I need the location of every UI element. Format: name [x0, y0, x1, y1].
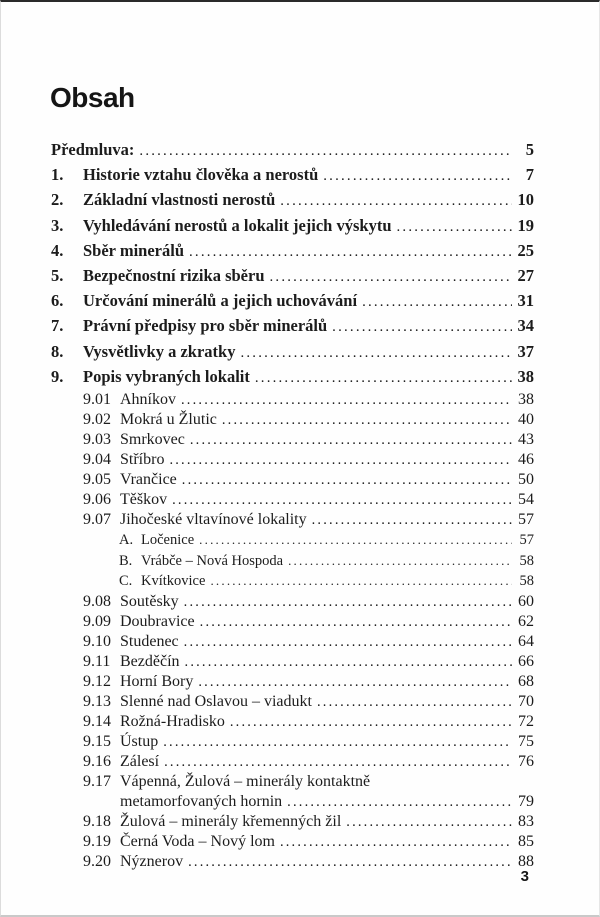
toc-row	[51, 390, 534, 410]
toc-entry-label: Právní předpisy pro sběr minerálů	[83, 316, 328, 336]
toc-entry-label: Vápenná, Žulová – minerály kontaktně	[120, 772, 371, 790]
toc-entry-page: 62	[518, 612, 534, 630]
toc-entry-label: Sběr minerálů	[83, 240, 184, 260]
toc-row	[51, 470, 534, 490]
toc-row	[51, 510, 534, 530]
dot-leader	[317, 692, 512, 712]
toc-entry-label: metamorfovaných hornin	[120, 792, 283, 810]
dot-leader	[184, 632, 512, 652]
dot-leader	[210, 571, 512, 591]
toc-entry-page: 57	[519, 532, 534, 549]
toc-row	[51, 551, 534, 572]
dot-leader	[397, 215, 512, 239]
toc-entry-label: Ústup	[120, 732, 159, 750]
toc-entry-page: 27	[517, 266, 534, 286]
toc-entry-page: 46	[518, 451, 534, 469]
toc-entry-number: 9.14	[83, 712, 111, 730]
toc-entry-page: 7	[525, 165, 534, 185]
toc-row	[51, 214, 534, 239]
toc-entry-page: 50	[518, 471, 534, 489]
toc-entry-page: 57	[518, 511, 534, 529]
toc-entry-label: Vrábče – Nová Hospoda	[141, 552, 284, 569]
table-of-contents	[51, 138, 534, 872]
dot-leader	[198, 672, 512, 692]
toc-entry-number: 4.	[51, 240, 64, 260]
toc-entry-label: Předmluva:	[51, 140, 135, 159]
toc-entry-label: Ločenice	[141, 532, 195, 549]
toc-entry-number: 9.02	[83, 411, 111, 429]
dot-leader	[332, 315, 512, 339]
toc-entry-page: 10	[517, 190, 534, 210]
toc-entry-label: Vrančice	[120, 471, 177, 489]
toc-entry-page: 37	[517, 341, 534, 361]
toc-entry-number: 9.05	[83, 471, 111, 489]
toc-entry-number: 5.	[51, 266, 64, 286]
toc-entry-page: 68	[518, 672, 534, 690]
toc-entry-label: Jihočeské vltavínové lokality	[120, 511, 307, 529]
toc-entry-number: 9.10	[83, 632, 111, 650]
toc-entry-page: 66	[518, 652, 534, 670]
toc-entry-number: 7.	[51, 316, 64, 336]
toc-row	[51, 450, 534, 470]
toc-entry-number: A.	[119, 532, 134, 549]
toc-entry-number: 9.16	[83, 752, 111, 770]
toc-entry-label: Kvítkovice	[141, 573, 206, 590]
dot-leader	[190, 430, 512, 450]
toc-row	[51, 812, 534, 832]
dot-leader	[323, 164, 512, 188]
dot-leader	[240, 341, 512, 365]
toc-entry-number: 9.	[51, 366, 64, 386]
toc-row	[51, 592, 534, 612]
toc-entry-label: Studenec	[120, 632, 179, 650]
toc-entry-number: 2.	[51, 190, 64, 210]
toc-entry-label: Těškov	[120, 491, 168, 509]
toc-entry-label: Mokrá u Žlutic	[120, 411, 217, 429]
dot-leader	[163, 732, 512, 752]
toc-entry-label: Ahníkov	[120, 391, 176, 409]
toc-entry-label: Rožná-Hradisko	[120, 712, 225, 730]
dot-leader	[288, 551, 512, 571]
toc-entry-label: Nýznerov	[120, 852, 184, 870]
toc-entry-label: Vysvětlivky a zkratky	[83, 341, 236, 361]
toc-entry-label: Slenné nad Oslavou – viadukt	[120, 692, 312, 710]
toc-row	[51, 692, 534, 712]
toc-entry-number: 9.17	[83, 772, 111, 790]
toc-entry-label: Smrkovec	[120, 431, 185, 449]
folio-page-number: 3	[520, 868, 529, 885]
dot-leader	[280, 832, 512, 852]
toc-entry-number: 9.18	[83, 812, 111, 830]
dot-leader	[280, 189, 512, 213]
toc-row	[51, 430, 534, 450]
toc-entry-number: 9.09	[83, 612, 111, 630]
dot-leader	[169, 450, 512, 470]
toc-entry-page: 25	[517, 240, 534, 260]
toc-entry-page: 40	[518, 411, 534, 429]
toc-row	[51, 314, 534, 339]
toc-entry-page: 64	[518, 632, 534, 650]
toc-entry-label: Základní vlastnosti nerostů	[83, 190, 276, 210]
toc-row	[51, 832, 534, 852]
toc-entry-label: Zálesí	[120, 752, 160, 770]
dot-leader	[255, 366, 512, 390]
dot-leader	[200, 612, 512, 632]
toc-row	[51, 652, 534, 672]
toc-entry-page: 38	[518, 391, 534, 409]
dot-leader	[164, 752, 512, 772]
dot-leader	[222, 410, 512, 430]
dot-leader	[182, 470, 512, 490]
toc-row	[51, 239, 534, 264]
dot-leader	[172, 490, 512, 510]
toc-entry-page: 58	[519, 552, 534, 569]
toc-entry-page: 79	[518, 792, 534, 810]
toc-entry-page: 38	[517, 366, 534, 386]
toc-row	[51, 340, 534, 365]
toc-row	[51, 712, 534, 732]
toc-entry-page: 54	[518, 491, 534, 509]
toc-entry-number: 9.19	[83, 832, 111, 850]
toc-entry-label: Bezpečnostní rizika sběru	[83, 266, 265, 286]
toc-entry-label: Popis vybraných lokalit	[83, 366, 250, 386]
toc-entry-label: Historie vztahu člověka a nerostů	[83, 165, 319, 185]
toc-row	[51, 672, 534, 692]
toc-entry-number: 1.	[51, 165, 64, 185]
toc-entry-page: 76	[518, 752, 534, 770]
dot-leader	[185, 652, 512, 672]
toc-entry-label: Určování minerálů a jejich uchovávání	[83, 291, 358, 311]
toc-row	[51, 188, 534, 213]
toc-entry-number: 9.11	[83, 652, 111, 670]
dot-leader	[230, 712, 512, 732]
toc-entry-page: 85	[518, 832, 534, 850]
dot-leader	[189, 240, 512, 264]
toc-entry-page: 72	[518, 712, 534, 730]
toc-row	[51, 264, 534, 289]
dot-leader	[139, 139, 512, 163]
toc-row	[51, 571, 534, 592]
toc-row	[51, 612, 534, 632]
toc-entry-number: 9.08	[83, 592, 111, 610]
dot-leader	[270, 265, 513, 289]
toc-entry-page: 19	[517, 215, 534, 235]
toc-entry-page: 75	[518, 732, 534, 750]
toc-entry-label: Doubravice	[120, 612, 195, 630]
toc-row	[51, 365, 534, 390]
toc-entry-label: Horní Bory	[120, 672, 194, 690]
toc-entry-label: Vyhledávání nerostů a lokalit jejich výskytu	[83, 215, 392, 235]
toc-row	[51, 772, 534, 792]
toc-entry-page: 70	[518, 692, 534, 710]
toc-entry-page: 43	[518, 431, 534, 449]
toc-entry-number: 9.06	[83, 491, 111, 509]
toc-row	[51, 852, 534, 872]
page-title: Obsah	[50, 82, 135, 113]
toc-entry-number: C.	[119, 573, 133, 590]
toc-entry-number: 9.03	[83, 431, 111, 449]
toc-row	[51, 632, 534, 652]
dot-leader	[312, 510, 512, 530]
toc-row	[51, 490, 534, 510]
toc-entry-number: B.	[119, 552, 133, 569]
toc-entry-number: 6.	[51, 291, 64, 311]
dot-leader	[346, 812, 512, 832]
dot-leader	[199, 530, 512, 550]
toc-entry-number: 8.	[51, 341, 64, 361]
dot-leader	[362, 290, 512, 314]
toc-row	[51, 530, 534, 551]
toc-entry-label: Soutěsky	[120, 592, 179, 610]
toc-entry-page: 34	[517, 316, 534, 336]
toc-entry-label: Bezděčín	[120, 652, 180, 670]
toc-entry-label: Stříbro	[120, 451, 165, 469]
toc-entry-number: 9.01	[83, 391, 111, 409]
dot-leader	[184, 592, 512, 612]
toc-entry-number: 9.12	[83, 672, 111, 690]
toc-entry-page: 88	[518, 852, 534, 870]
toc-row	[51, 289, 534, 314]
toc-entry-number: 9.13	[83, 692, 111, 710]
toc-entry-number: 3.	[51, 215, 64, 235]
toc-entry-page: 5	[525, 140, 534, 159]
toc-entry-page: 31	[517, 291, 534, 311]
toc-row	[51, 732, 534, 752]
toc-row	[51, 138, 534, 163]
toc-entry-number: 9.15	[83, 732, 111, 750]
dot-leader	[287, 792, 512, 812]
toc-row	[51, 752, 534, 772]
toc-entry-label: Žulová – minerály křemenných žil	[120, 812, 342, 830]
toc-row	[51, 792, 534, 812]
toc-entry-label: Černá Voda – Nový lom	[120, 832, 275, 850]
toc-entry-page: 83	[518, 812, 534, 830]
toc-entry-page: 60	[518, 592, 534, 610]
dot-leader	[188, 852, 512, 872]
toc-entry-number: 9.04	[83, 451, 111, 469]
toc-row	[51, 410, 534, 430]
dot-leader	[181, 390, 512, 410]
toc-entry-number: 9.20	[83, 852, 111, 870]
toc-entry-page: 58	[519, 573, 534, 590]
toc-entry-number: 9.07	[83, 511, 111, 529]
toc-row	[51, 163, 534, 188]
